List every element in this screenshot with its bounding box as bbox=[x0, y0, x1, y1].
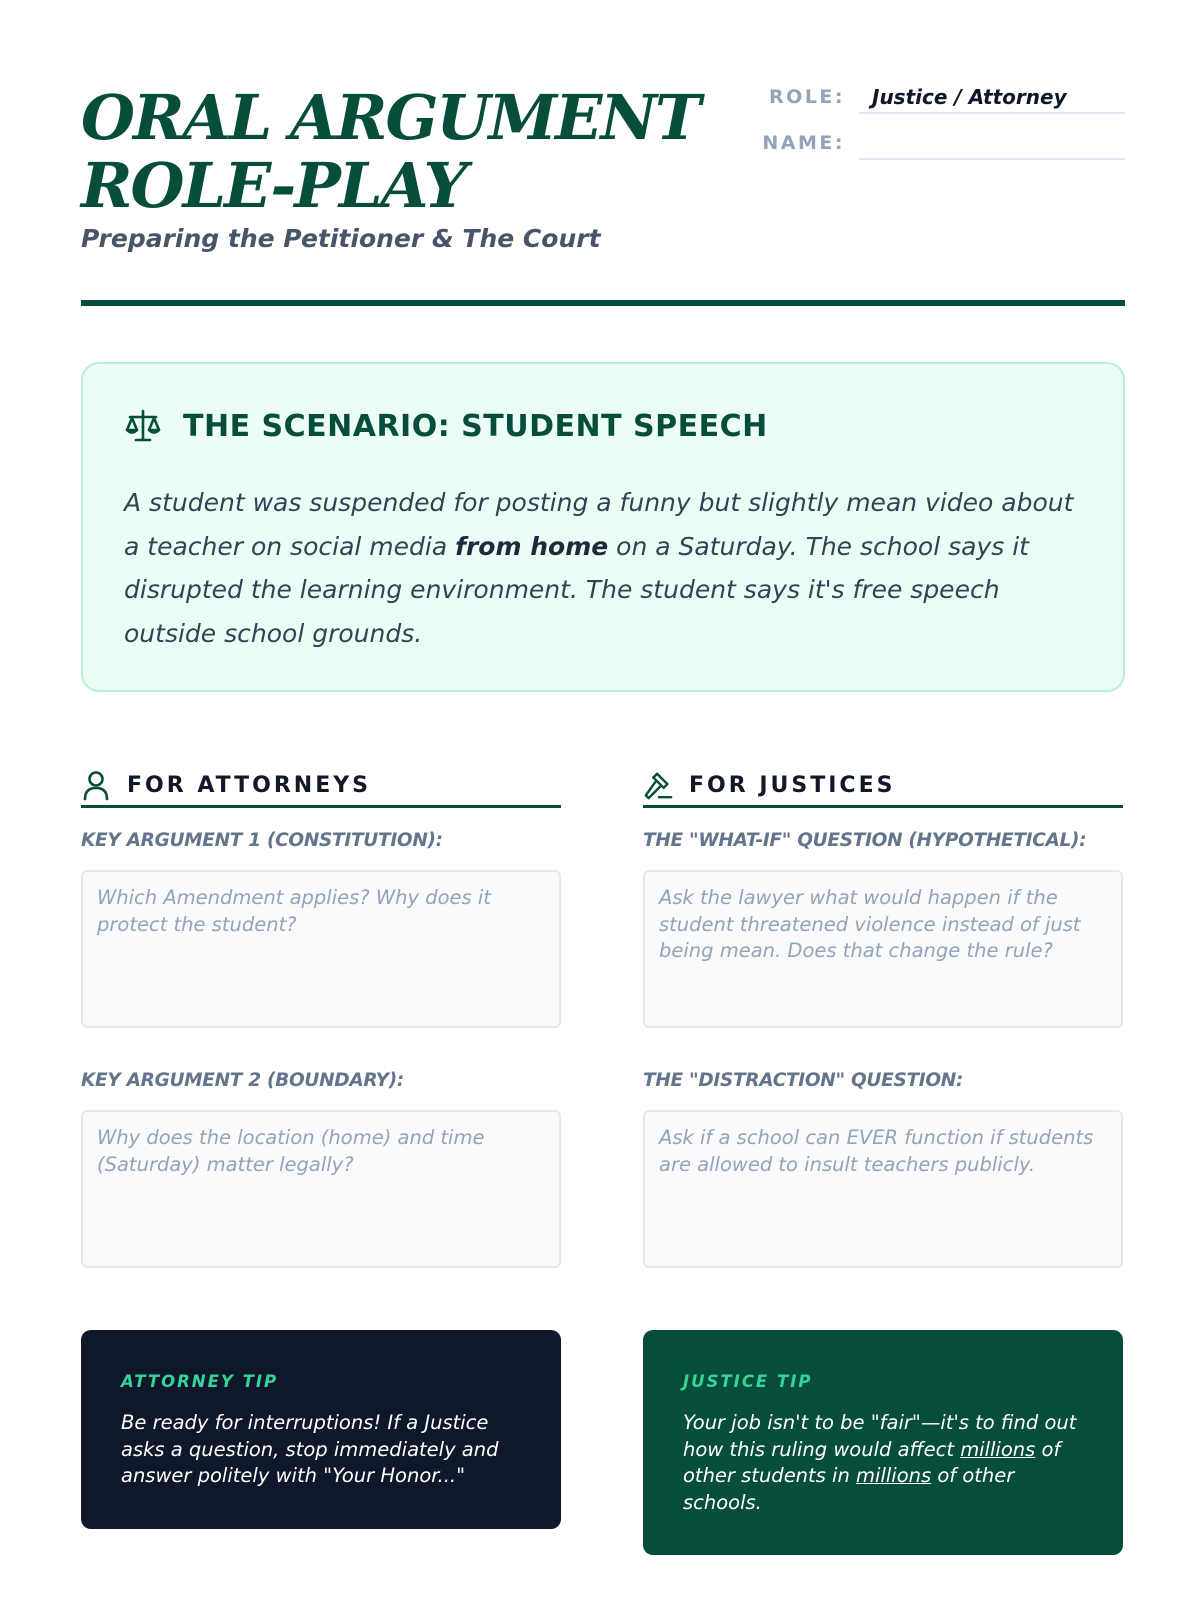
distraction-question-placeholder: Ask if a school can EVER function if students are allowed to insult teachers publicly. bbox=[659, 1126, 1094, 1176]
header bbox=[81, 81, 1125, 304]
justices-column bbox=[643, 760, 1123, 1514]
person-icon bbox=[81, 769, 111, 801]
justice-tip-label: JUSTICE TIP bbox=[683, 1372, 813, 1391]
page-title bbox=[81, 81, 700, 222]
justices-title: FOR JUSTICES bbox=[689, 772, 896, 798]
attorney-tip-label: ATTORNEY TIP bbox=[121, 1372, 279, 1391]
name-field-line[interactable] bbox=[859, 158, 1125, 160]
argument-1-label: KEY ARGUMENT 1 (CONSTITUTION): bbox=[81, 830, 443, 851]
scenario-header bbox=[123, 406, 768, 446]
attorneys-title: FOR ATTORNEYS bbox=[127, 772, 372, 798]
hypothetical-question-field[interactable] bbox=[643, 870, 1123, 1028]
attorneys-divider bbox=[81, 805, 561, 808]
scenario-box bbox=[81, 362, 1125, 692]
role-row bbox=[765, 84, 1125, 130]
role-label: ROLE: bbox=[769, 86, 845, 108]
distraction-question-label: THE "DISTRACTION" QUESTION: bbox=[643, 1070, 964, 1091]
justice-tip-text-2: of other students in bbox=[683, 1437, 1061, 1487]
name-row bbox=[762, 130, 1125, 176]
scenario-text-emphasis: from home bbox=[455, 531, 609, 561]
scales-icon bbox=[123, 406, 163, 446]
justice-tip-box bbox=[643, 1330, 1123, 1555]
attorneys-column bbox=[81, 760, 561, 1487]
scenario-text-start: A student was suspended for posting a funny but slightly mean video about a teacher on social media bbox=[124, 488, 1074, 561]
role-field-line[interactable] bbox=[859, 112, 1125, 114]
header-divider bbox=[81, 300, 1125, 306]
scenario-title: THE SCENARIO: STUDENT SPEECH bbox=[183, 408, 768, 444]
scenario-text-end: on a Saturday. The school says it disrupted the learning environment. The student says it's free speech outside school grounds. bbox=[124, 531, 1029, 648]
justice-tip-underline-2: millions bbox=[856, 1464, 932, 1487]
title-line-2: ROLE-PLAY bbox=[81, 149, 466, 222]
justice-tip-text-1: Your job isn't to be "fair"—it's to find out how this ruling would affect bbox=[683, 1411, 1077, 1461]
attorneys-header bbox=[81, 760, 561, 810]
distraction-question-field[interactable] bbox=[643, 1110, 1123, 1268]
justice-tip-text bbox=[683, 1410, 1083, 1516]
argument-2-label: KEY ARGUMENT 2 (BOUNDARY): bbox=[81, 1070, 404, 1091]
title-line-1: ORAL ARGUMENT bbox=[81, 81, 700, 154]
hypothetical-question-label: THE "WHAT-IF" QUESTION (HYPOTHETICAL): bbox=[643, 830, 1087, 851]
attorney-tip-box bbox=[81, 1330, 561, 1529]
name-label: NAME: bbox=[762, 132, 845, 154]
hypothetical-question-placeholder: Ask the lawyer what would happen if the student threatened violence instead of just being mean. Does that change the rule? bbox=[659, 886, 1081, 962]
argument-1-placeholder: Which Amendment applies? Why does it protect the student? bbox=[97, 886, 491, 936]
justice-tip-underline-1: millions bbox=[960, 1437, 1036, 1461]
justices-header bbox=[643, 760, 1123, 810]
student-info bbox=[762, 84, 1125, 176]
worksheet-page bbox=[81, 0, 1125, 1600]
argument-2-field[interactable] bbox=[81, 1110, 561, 1268]
gavel-icon bbox=[643, 769, 673, 801]
justice-tip-text-3: of other schools. bbox=[683, 1464, 1015, 1514]
attorney-tip-text: Be ready for interruptions! If a Justice asks a question, stop immediately and answer politely with "Your Honor..." bbox=[121, 1411, 499, 1487]
justices-divider bbox=[643, 805, 1123, 808]
page-subtitle: Preparing the Petitioner & The Court bbox=[81, 224, 601, 253]
scenario-description bbox=[124, 481, 1084, 655]
argument-1-field[interactable] bbox=[81, 870, 561, 1028]
role-value[interactable]: Justice / Attorney bbox=[872, 85, 1067, 109]
argument-2-placeholder: Why does the location (home) and time (Saturday) matter legally? bbox=[97, 1126, 485, 1176]
